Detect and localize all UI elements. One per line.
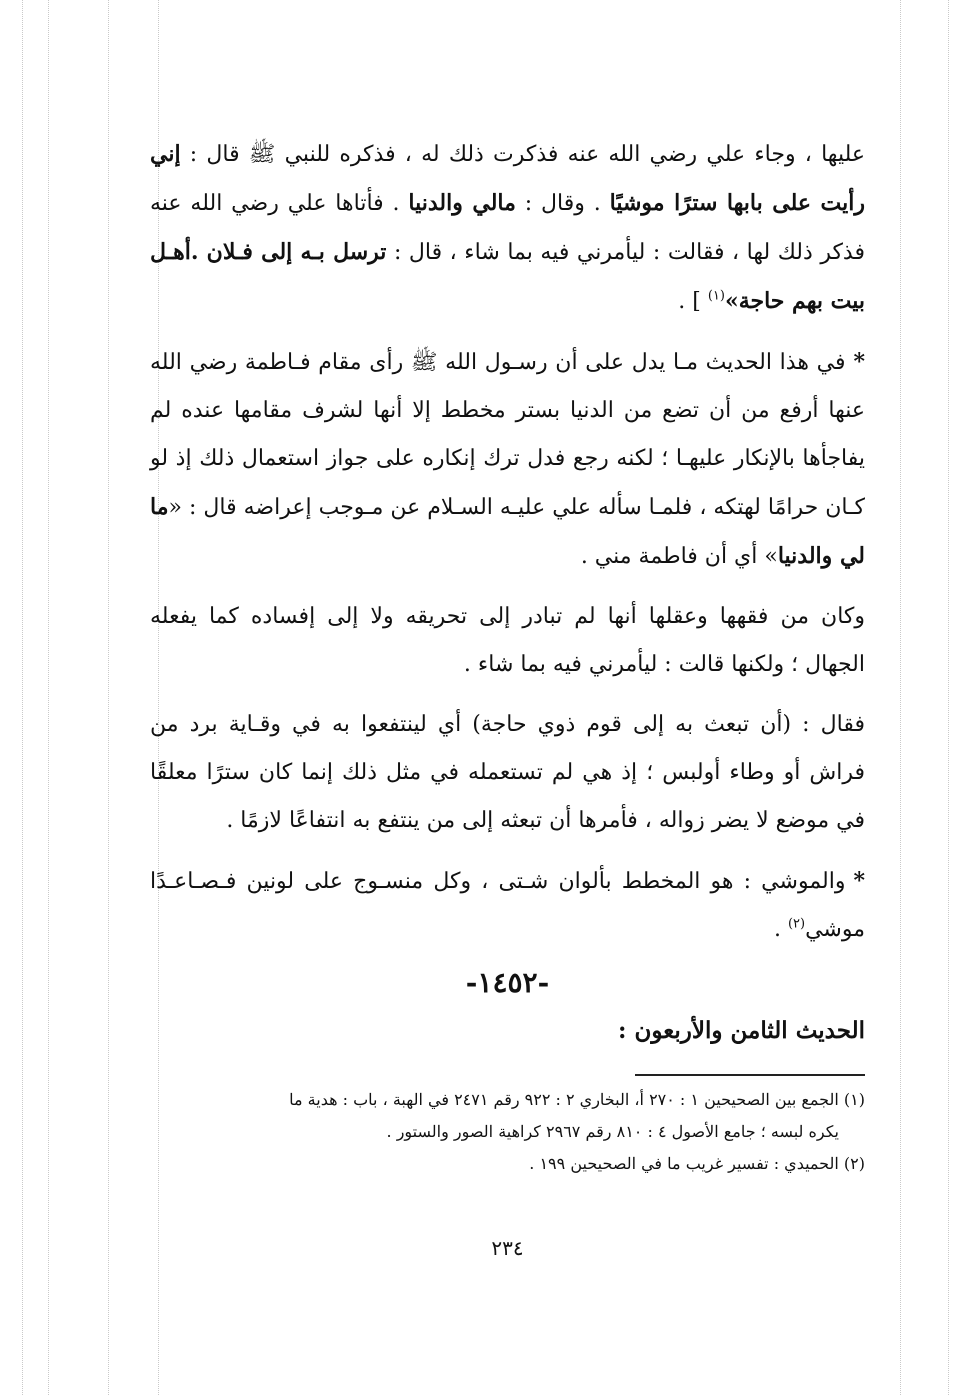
footnote-1: (١) الجمع بين الصحيحين ١ : ٢٧٠ أ، البخاري ٢ : ٩٢٢ رقم ٢٤٧١ في الهبة ، باب : هدية ما [289,1090,865,1109]
bold-text: ترسل بـه إلى فـلان .أهـل بيت بهم حاجة» [150,239,865,314]
text-run: . وقال : [515,191,610,216]
text-run: ] . [678,289,708,314]
text-run: في هذا الحديث مـا يدل على أن رسـول الله ﷺ رأى مقام فـاطمة رضي الله عنها أرفع من أن تضع من الدنيا بستر مخطط إلا أنها لشرف مقامها عنده لم يفاجأها بالإنكار عليهـا ؛ لكنه رجع فدل ترك إنكاره على جواز استعمال ذلك إذ لو كـان حرامًا لهتكه ، فلمـا سأله علي عليـه السـلام عن مـوجب إعراضه قال : « [150,350,865,520]
bullet-marker: * [853,868,865,894]
bold-text: مالي والدنيا [408,190,516,216]
footnote-ref: (٢) [787,916,806,932]
bullet-paragraph [150,857,865,954]
hadith-number: -١٤٥٢- [465,966,550,999]
footnote-rule [635,1074,865,1076]
text-run: والموشي : هو المخطط بألوان شـتى ، وكل منسـوج على لونين فـصـاعـدًا موشي [150,869,865,942]
bullet-marker: * [853,349,865,375]
text-run: » أي أن فاطمة مني . [580,544,778,569]
footnotes [150,1084,865,1180]
page-number: ٢٣٤ [491,1236,524,1260]
paragraph [150,593,865,689]
text-run: . [773,917,788,942]
margin-guide [48,0,49,1395]
paragraph [150,130,865,326]
footnote-ref: (١) [707,288,725,304]
text-run: فقال : (أن تبعث به إلى قوم ذوي حاجة) أي لينتفعوا به في وقـاية برد من فراش أو وطاء أولبس ؛ إذ هي لم تستعمله في مثل ذلك إنما كان سترًا معلقًا في موضع لا يضر زواله ، فأمرها أن تبعثه إلى من ينتفع به انتفاعًا لازمًا . [150,712,865,833]
footnote-2: (٢) الحميدي : تفسير غريب ما في الصحيحين ١٩٩ . [529,1154,865,1173]
text-run: . فأتاها علي رضي الله عنه فذكر ذلك لها ، فقالت : ليأمرني فيه بما شاء ، قال : [150,191,865,265]
bullet-paragraph [150,338,865,581]
bold-text: إني رأيت على بابها سترًا موشيًا [150,141,865,216]
text-run: وكان من فقهها وعقلها أنها لم تبادر إلى تحريقه ولا إلى إفساده كما يفعله الجهال ؛ ولكنها قالت : ليأمرني فيه بما شاء . [150,604,865,677]
margin-guide [22,0,23,1395]
margin-guide [948,0,949,1395]
bold-text: ما لي والدنيا [150,494,865,569]
section-heading: الحديث الثامن والأربعون : [618,1017,865,1044]
margin-guide [108,0,109,1395]
body-text [150,130,865,954]
book-page [150,130,865,1260]
text-run: عليها ، وجاء علي رضي الله عنه فذكرت ذلك له ، فذكره للنبي ﷺ قال : [180,142,865,167]
footnote-1-continuation: يكره لبسه ؛ جامع الأصول ٤ : ٨١٠ رقم ٢٩٦٧ كراهية الصور والستور . [386,1122,839,1141]
paragraph [150,701,865,845]
margin-guide [900,0,901,1395]
